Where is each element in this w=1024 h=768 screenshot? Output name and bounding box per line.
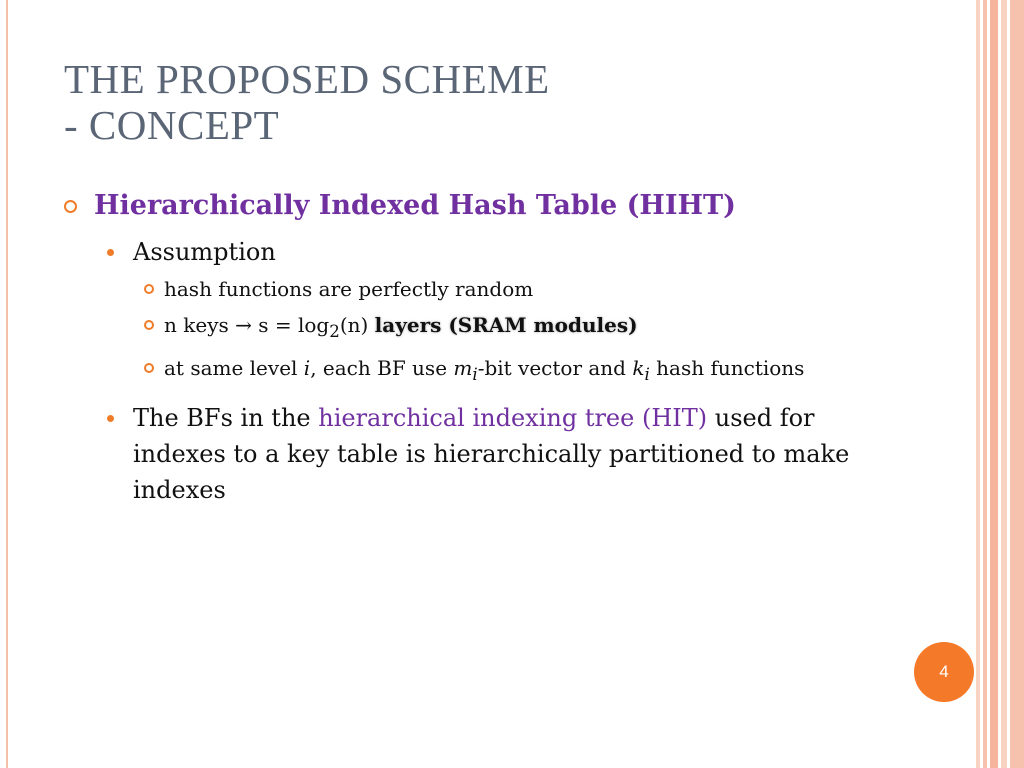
bullet-level1-hiht: [64, 186, 944, 226]
item3-b: , each BF use: [310, 356, 454, 380]
item3-ksub: i: [644, 365, 650, 384]
item2-pre: n keys → s = log: [164, 313, 330, 337]
ring-bullet-icon: [64, 200, 77, 213]
slide-title-line-1: THE PROPOSED SCHEME: [64, 56, 550, 102]
item2-emphasis: layers (SRAM modules): [374, 313, 638, 337]
item3-d: hash functions: [649, 356, 805, 380]
left-border-line: [6, 0, 8, 768]
decorative-stripe: [983, 0, 987, 768]
item3-m: m: [453, 356, 473, 380]
small-ring-bullet-icon: [144, 284, 154, 294]
slide-title: [64, 56, 550, 148]
dot-bullet-icon: [107, 415, 114, 422]
assumption-label: Assumption: [133, 238, 276, 266]
bullet-level2-assumption: [64, 234, 944, 270]
small-ring-bullet-icon: [144, 320, 154, 330]
item1-text: hash functions are perfectly random: [164, 277, 534, 301]
item3-k: k: [632, 356, 645, 380]
page-number-badge: 4: [914, 642, 974, 702]
item3-i: i: [303, 356, 311, 380]
small-ring-bullet-icon: [144, 363, 154, 373]
item3-a: at same level: [164, 356, 304, 380]
item2-mid: (n): [339, 313, 375, 337]
bfs-post: used for indexes to a key table is hierarchically partitioned to make indexes: [133, 404, 850, 504]
dot-bullet-icon: [107, 249, 114, 256]
bullet-level3-item1: [64, 274, 944, 304]
heading-text: Hierarchically Indexed Hash Table (HIHT): [94, 190, 736, 221]
slide-content: [64, 186, 944, 508]
item3-msub: i: [472, 365, 478, 384]
bullet-level3-item3: [64, 353, 944, 390]
decorative-stripe: [976, 0, 980, 768]
slide-title-line-2: - CONCEPT: [64, 102, 280, 148]
bfs-pre: The BFs in the: [133, 404, 319, 432]
decorative-stripe: [1010, 0, 1024, 768]
decorative-stripe: [1001, 0, 1007, 768]
item2-sub: 2: [329, 322, 340, 341]
hit-highlight: hierarchical indexing tree (HIT): [318, 404, 708, 432]
bullet-level2-bfs: [64, 400, 944, 508]
bullet-level3-item2: [64, 310, 944, 347]
decorative-stripe: [990, 0, 998, 768]
item3-c: -bit vector and: [477, 356, 633, 380]
